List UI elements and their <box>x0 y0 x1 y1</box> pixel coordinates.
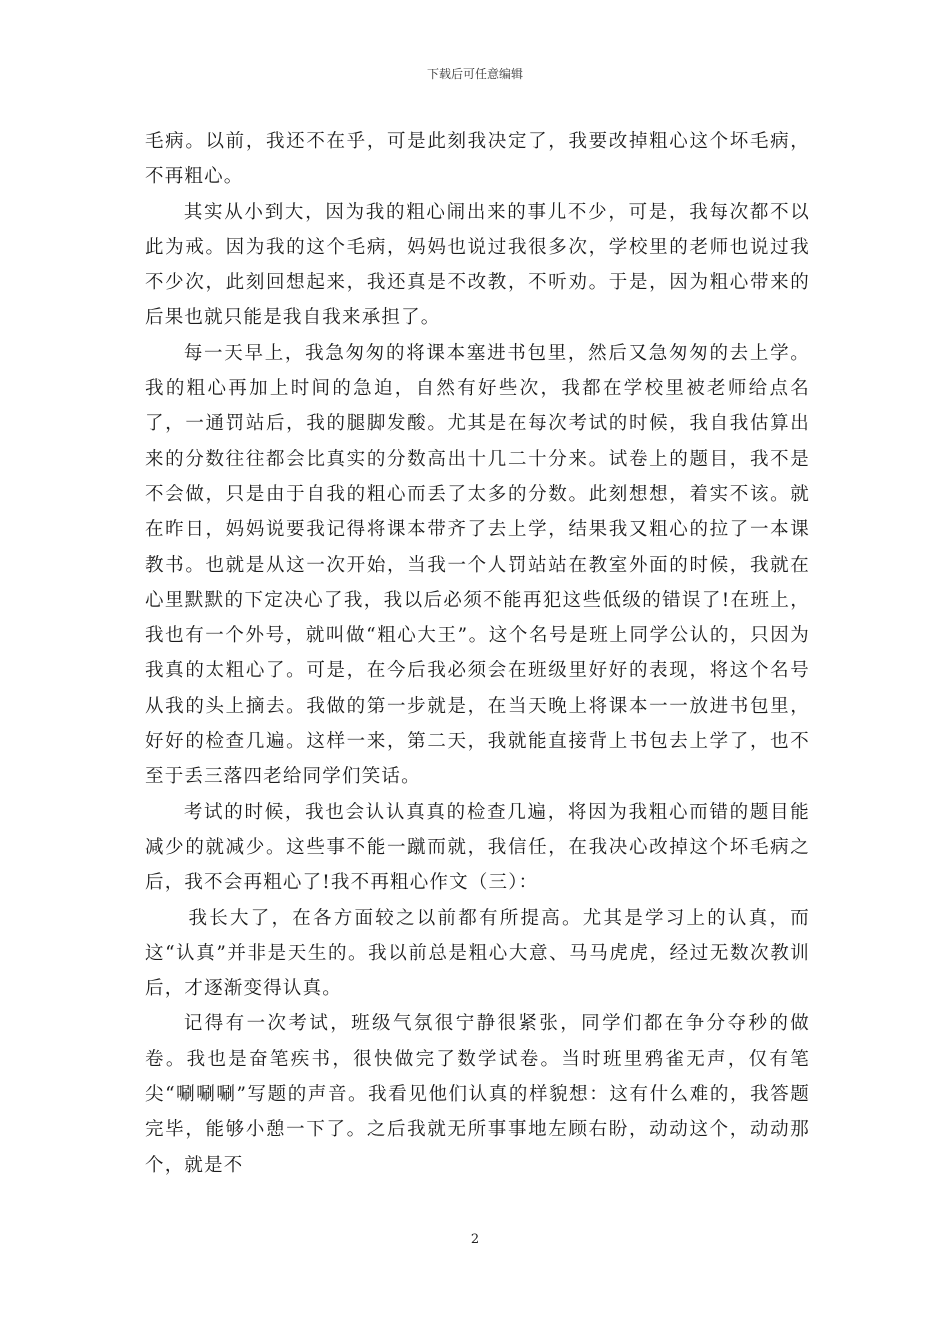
page-number: 2 <box>470 1232 480 1247</box>
paragraph-4: 考试的时候，我也会认认真真的检查几遍，将因为我粗心而错的题目能减少的就减少。这些事不能一蹴而就，我信任，在我决心改掉这个坏毛病之后，我不会再粗心了!我不再粗心作文（三）： <box>145 801 810 894</box>
paragraph-2: 其实从小到大，因为我的粗心闹出来的事儿不少，可是，我每次都不以此为戒。因为我的这个毛病，妈妈也说过我很多次，学校里的老师也说过我不少次，此刻回想起来，我还真是不改教，不听劝。于是，因为粗心带来的后果也就只能是我自我来承担了。 <box>145 201 810 329</box>
paragraph-6: 记得有一次考试，班级气氛很宁静很紧张，同学们都在争分夺秒的做卷。我也是奋笔疾书，很快做完了数学试卷。当时班里鸦雀无声，仅有笔尖“唰唰唰”写题的声音。我看见他们认真的样貌想：这有什么难的，我答题完毕，能够小憩一下了。之后我就无所事事地左顾右盼，动动这个，动动那个，就是不 <box>145 1013 810 1176</box>
paragraph-3: 每一天早上，我急匆匆的将课本塞进书包里，然后又急匆匆的去上学。我的粗心再加上时间的急迫，自然有好些次，我都在学校里被老师给点名了，一通罚站后，我的腿脚发酸。尤其是在每次考试的时候，我自我估算出来的分数往往都会比真实的分数高出十几二十分来。试卷上的题目，我不是不会做，只是由于自我的粗心而丢了太多的分数。此刻想想，着实不该。就在昨日，妈妈说要我记得将课本带齐了去上学，结果我又粗心的拉了一本课教书。也就是从这一次开始，当我一个人罚站站在教室外面的时候，我就在心里默默的下定决心了我，我以后必须不能再犯这些低级的错误了!在班上，我也有一个外号，就叫做“粗心大王”。这个名号是班上同学公认的，只因为我真的太粗心了。可是，在今后我必须会在班级里好好的表现，将这个名号从我的头上摘去。我做的第一步就是，在当天晚上将课本一一放进书包里，好好的检查几遍。这样一来，第二天，我就能直接背上书包去上学了，也不至于丢三落四老给同学们笑话。 <box>145 342 810 788</box>
document-body <box>145 124 810 1183</box>
paragraph-5: 我长大了，在各方面较之以前都有所提高。尤其是学习上的认真，而这“认真”并非是天生的。我以前总是粗心大意、马马虎虎，经过无数次教训后，才逐渐变得认真。 <box>145 907 810 1000</box>
page-header: 下载后可任意编辑 <box>426 67 523 81</box>
paragraph-1: 毛病。以前，我还不在乎，可是此刻我决定了，我要改掉粗心这个坏毛病，不再粗心。 <box>145 131 810 188</box>
